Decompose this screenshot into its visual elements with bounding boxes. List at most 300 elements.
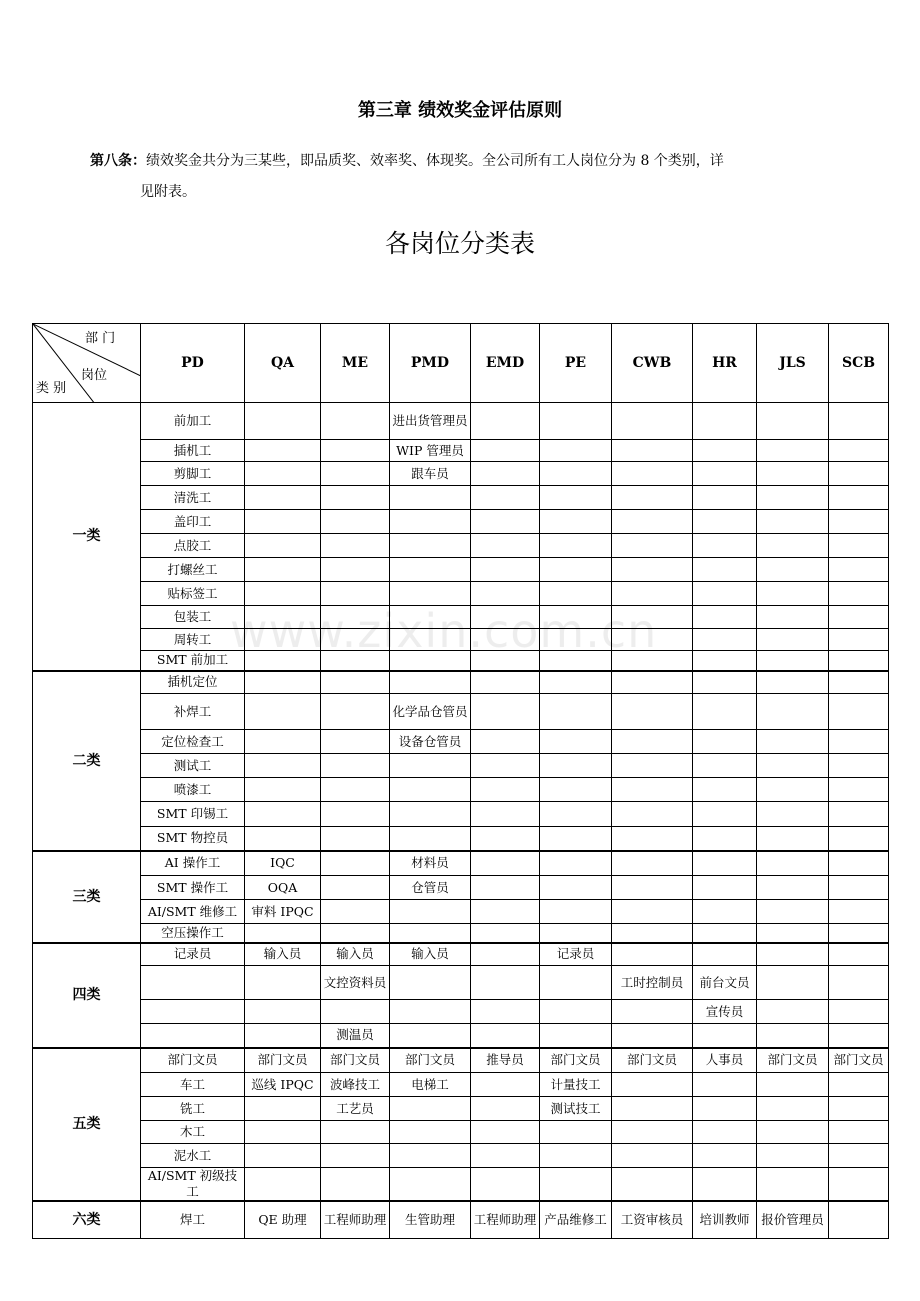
category-cell: 一类	[33, 403, 141, 671]
position-cell: 测温员	[321, 1024, 390, 1048]
position-cell	[693, 876, 757, 900]
position-cell	[693, 534, 757, 558]
position-cell: SMT 物控员	[141, 827, 245, 851]
position-cell: 测试技工	[540, 1097, 612, 1121]
position-cell	[693, 924, 757, 943]
position-cell	[612, 827, 693, 851]
position-cell	[245, 924, 321, 943]
position-cell	[829, 1097, 889, 1121]
position-cell	[321, 440, 390, 462]
position-cell	[390, 486, 471, 510]
position-cell	[141, 966, 245, 1000]
position-cell: AI/SMT 维修工	[141, 900, 245, 924]
position-cell	[321, 510, 390, 534]
table-row	[33, 534, 889, 558]
position-cell: 工艺员	[321, 1097, 390, 1121]
table-row	[33, 1073, 889, 1097]
corner-category-label: 类 别	[36, 381, 67, 396]
position-cell	[829, 651, 889, 671]
position-cell	[390, 966, 471, 1000]
position-cell	[390, 778, 471, 802]
position-cell	[693, 606, 757, 629]
position-cell	[612, 900, 693, 924]
position-cell	[612, 558, 693, 582]
position-cell: 电梯工	[390, 1073, 471, 1097]
position-cell	[693, 1168, 757, 1202]
table-row	[33, 827, 889, 851]
position-cell: 插机工	[141, 440, 245, 462]
position-cell	[693, 629, 757, 651]
position-cell	[245, 1168, 321, 1202]
position-cell	[540, 1144, 612, 1168]
position-cell	[471, 486, 540, 510]
position-cell	[829, 754, 889, 778]
position-cell	[321, 827, 390, 851]
position-cell	[390, 924, 471, 943]
position-cell	[471, 1144, 540, 1168]
table-row	[33, 966, 889, 1000]
position-cell	[829, 802, 889, 827]
position-cell	[245, 671, 321, 694]
position-cell	[540, 778, 612, 802]
table-row	[33, 486, 889, 510]
position-cell	[829, 582, 889, 606]
position-cell	[829, 1144, 889, 1168]
position-cell: 车工	[141, 1073, 245, 1097]
category-cell: 二类	[33, 671, 141, 851]
table-row	[33, 1168, 889, 1202]
position-cell	[612, 582, 693, 606]
position-cell	[540, 730, 612, 754]
position-cell	[390, 651, 471, 671]
position-cell	[612, 462, 693, 486]
position-cell: 跟车员	[390, 462, 471, 486]
position-cell: 工程师助理	[471, 1201, 540, 1238]
position-cell	[471, 924, 540, 943]
dept-header-emd: EMD	[471, 324, 540, 403]
position-cell	[471, 651, 540, 671]
position-cell	[829, 966, 889, 1000]
position-cell: SMT 操作工	[141, 876, 245, 900]
position-cell	[245, 606, 321, 629]
position-cell	[829, 778, 889, 802]
position-cell	[540, 900, 612, 924]
position-cell	[390, 606, 471, 629]
table-row	[33, 629, 889, 651]
position-cell	[612, 694, 693, 730]
dept-header-jls: JLS	[757, 324, 829, 403]
position-cell	[757, 1121, 829, 1144]
position-cell	[321, 582, 390, 606]
position-cell: 部门文员	[141, 1048, 245, 1073]
position-cell: 部门文员	[829, 1048, 889, 1073]
position-cell	[829, 1168, 889, 1202]
position-cell	[693, 730, 757, 754]
position-cell	[612, 486, 693, 510]
position-cell	[321, 534, 390, 558]
position-cell: 工时控制员	[612, 966, 693, 1000]
article-text-line1: 绩效奖金共分为三某些，即品质奖、效率奖、体现奖。全公司所有工人岗位分为 8 个类别，详	[146, 153, 724, 169]
position-cell	[693, 651, 757, 671]
table-row	[33, 1144, 889, 1168]
position-cell	[390, 1168, 471, 1202]
position-cell: 记录员	[141, 943, 245, 966]
position-cell	[757, 558, 829, 582]
table-row	[33, 778, 889, 802]
position-cell	[612, 1024, 693, 1048]
position-cell	[321, 802, 390, 827]
position-cell	[245, 1097, 321, 1121]
position-cell: 部门文员	[390, 1048, 471, 1073]
position-cell	[321, 924, 390, 943]
position-cell	[471, 440, 540, 462]
position-cell	[829, 534, 889, 558]
position-cell	[390, 827, 471, 851]
position-cell	[757, 876, 829, 900]
position-cell	[612, 778, 693, 802]
position-cell	[829, 694, 889, 730]
position-cell: WIP 管理员	[390, 440, 471, 462]
position-cell	[612, 851, 693, 876]
position-cell	[829, 629, 889, 651]
position-cell	[471, 778, 540, 802]
position-cell	[321, 1168, 390, 1202]
position-cell	[540, 651, 612, 671]
corner-header-cell	[33, 324, 141, 403]
position-cell	[471, 1073, 540, 1097]
position-cell	[540, 671, 612, 694]
position-cell	[471, 851, 540, 876]
position-cell	[829, 1073, 889, 1097]
dept-header-pmd: PMD	[390, 324, 471, 403]
position-cell	[321, 629, 390, 651]
position-cell	[390, 1000, 471, 1024]
position-cell	[390, 558, 471, 582]
position-cell: 焊工	[141, 1201, 245, 1238]
position-cell	[390, 1024, 471, 1048]
position-cell	[693, 900, 757, 924]
position-cell	[540, 510, 612, 534]
position-cell	[245, 582, 321, 606]
table-row	[33, 558, 889, 582]
position-cell	[321, 558, 390, 582]
position-cell: 补焊工	[141, 694, 245, 730]
table-row	[33, 1024, 889, 1048]
position-cell	[693, 694, 757, 730]
position-cell	[321, 1144, 390, 1168]
table-row	[33, 1048, 889, 1073]
position-cell: 波峰技工	[321, 1073, 390, 1097]
position-cell: 空压操作工	[141, 924, 245, 943]
dept-header-me: ME	[321, 324, 390, 403]
position-cell	[829, 606, 889, 629]
position-cell	[540, 1000, 612, 1024]
table-row	[33, 462, 889, 486]
position-cell	[390, 534, 471, 558]
position-cell: 输入员	[390, 943, 471, 966]
position-cell: 工资审核员	[612, 1201, 693, 1238]
position-cell	[321, 462, 390, 486]
table-row	[33, 582, 889, 606]
corner-post-label: 岗位	[81, 368, 108, 383]
position-cell	[829, 827, 889, 851]
position-cell	[245, 534, 321, 558]
position-cell	[693, 462, 757, 486]
position-cell	[540, 1024, 612, 1048]
position-cell: 文控资料员	[321, 966, 390, 1000]
position-cell	[245, 1000, 321, 1024]
position-cell	[321, 876, 390, 900]
position-cell	[245, 651, 321, 671]
position-cell	[540, 754, 612, 778]
position-cell	[757, 1144, 829, 1168]
position-cell	[390, 629, 471, 651]
position-cell	[757, 486, 829, 510]
position-cell: 化学品仓管员	[390, 694, 471, 730]
position-cell: 前台文员	[693, 966, 757, 1000]
position-cell	[471, 534, 540, 558]
position-cell	[829, 876, 889, 900]
dept-header-hr: HR	[693, 324, 757, 403]
position-cell	[390, 1097, 471, 1121]
position-cell	[321, 694, 390, 730]
position-cell	[471, 966, 540, 1000]
position-cell	[757, 754, 829, 778]
position-cell	[321, 486, 390, 510]
position-cell: 部门文员	[321, 1048, 390, 1073]
position-cell	[540, 534, 612, 558]
position-cell	[245, 730, 321, 754]
position-cell	[390, 900, 471, 924]
position-cell	[540, 966, 612, 1000]
position-cell	[693, 558, 757, 582]
position-cell	[757, 924, 829, 943]
position-cell	[471, 876, 540, 900]
dept-header-pd: PD	[141, 324, 245, 403]
position-cell: 宣传员	[693, 1000, 757, 1024]
watermark: www.zixin.com.cn	[230, 604, 658, 658]
position-cell	[757, 534, 829, 558]
position-cell	[471, 754, 540, 778]
position-cell	[829, 924, 889, 943]
position-cell	[471, 802, 540, 827]
position-cell	[245, 629, 321, 651]
position-cell	[540, 582, 612, 606]
category-cell: 五类	[33, 1048, 141, 1202]
position-classification-table	[32, 323, 889, 1239]
table-row	[33, 851, 889, 876]
article-paragraph	[90, 146, 840, 208]
position-cell: 部门文员	[245, 1048, 321, 1073]
position-cell	[390, 802, 471, 827]
table-row	[33, 1121, 889, 1144]
position-cell: 记录员	[540, 943, 612, 966]
position-cell: 审料 IPQC	[245, 900, 321, 924]
position-cell: 产品维修工	[540, 1201, 612, 1238]
position-cell	[612, 403, 693, 440]
position-cell	[829, 1121, 889, 1144]
table-row	[33, 403, 889, 440]
position-cell	[693, 440, 757, 462]
position-cell	[321, 606, 390, 629]
position-cell	[757, 827, 829, 851]
position-cell	[540, 440, 612, 462]
position-cell	[321, 651, 390, 671]
position-cell	[693, 671, 757, 694]
position-cell: 部门文员	[540, 1048, 612, 1073]
dept-header-scb: SCB	[829, 324, 889, 403]
position-cell: 材料员	[390, 851, 471, 876]
position-cell	[390, 1121, 471, 1144]
position-cell	[829, 851, 889, 876]
position-cell	[321, 730, 390, 754]
position-cell	[540, 827, 612, 851]
position-cell	[471, 1097, 540, 1121]
position-cell: 工程师助理	[321, 1201, 390, 1238]
position-cell	[612, 1073, 693, 1097]
position-cell: 周转工	[141, 629, 245, 651]
position-cell: 计量技工	[540, 1073, 612, 1097]
position-cell	[693, 943, 757, 966]
position-cell: AI/SMT 初级技工	[141, 1168, 245, 1202]
position-cell: 清洗工	[141, 486, 245, 510]
position-cell	[540, 462, 612, 486]
table-row	[33, 802, 889, 827]
position-cell	[471, 730, 540, 754]
position-cell: 测试工	[141, 754, 245, 778]
position-cell: 定位检查工	[141, 730, 245, 754]
position-cell	[612, 802, 693, 827]
position-cell	[141, 1000, 245, 1024]
position-cell	[471, 1000, 540, 1024]
position-cell	[390, 671, 471, 694]
position-cell	[757, 629, 829, 651]
position-cell	[757, 778, 829, 802]
position-cell	[757, 440, 829, 462]
position-cell	[829, 462, 889, 486]
table-row	[33, 694, 889, 730]
position-cell: 输入员	[321, 943, 390, 966]
position-cell	[612, 730, 693, 754]
position-cell	[245, 403, 321, 440]
position-cell: 进出货管理员	[390, 403, 471, 440]
position-cell	[321, 1121, 390, 1144]
position-cell	[693, 802, 757, 827]
position-cell	[693, 851, 757, 876]
position-cell	[757, 694, 829, 730]
position-cell	[540, 1121, 612, 1144]
position-cell	[757, 1073, 829, 1097]
position-cell	[612, 671, 693, 694]
position-cell	[540, 876, 612, 900]
position-cell	[245, 802, 321, 827]
position-cell	[829, 440, 889, 462]
position-cell: 部门文员	[757, 1048, 829, 1073]
table-row	[33, 924, 889, 943]
position-cell	[829, 671, 889, 694]
position-cell: 设备仓管员	[390, 730, 471, 754]
position-cell: SMT 前加工	[141, 651, 245, 671]
position-cell	[471, 558, 540, 582]
position-cell: 剪脚工	[141, 462, 245, 486]
position-cell	[757, 900, 829, 924]
position-cell: 前加工	[141, 403, 245, 440]
position-cell	[829, 1024, 889, 1048]
table-row	[33, 876, 889, 900]
position-cell	[471, 582, 540, 606]
position-cell: 人事员	[693, 1048, 757, 1073]
position-cell	[245, 827, 321, 851]
position-cell	[540, 802, 612, 827]
position-cell: 包装工	[141, 606, 245, 629]
position-cell: 输入员	[245, 943, 321, 966]
position-cell	[471, 510, 540, 534]
position-cell	[757, 462, 829, 486]
position-cell: 木工	[141, 1121, 245, 1144]
position-cell	[245, 1144, 321, 1168]
position-cell	[245, 510, 321, 534]
position-cell	[612, 1121, 693, 1144]
position-cell	[471, 629, 540, 651]
position-cell	[757, 606, 829, 629]
position-cell	[693, 1024, 757, 1048]
position-cell	[757, 1024, 829, 1048]
table-row	[33, 1201, 889, 1238]
position-cell	[693, 1121, 757, 1144]
position-cell	[693, 778, 757, 802]
position-cell	[757, 582, 829, 606]
position-cell	[321, 778, 390, 802]
position-cell	[612, 924, 693, 943]
position-cell	[245, 754, 321, 778]
position-cell	[321, 754, 390, 778]
position-cell	[693, 754, 757, 778]
table-row	[33, 1000, 889, 1024]
position-cell	[693, 1144, 757, 1168]
position-cell	[321, 1000, 390, 1024]
table-row	[33, 510, 889, 534]
position-cell	[390, 510, 471, 534]
position-cell	[693, 486, 757, 510]
position-cell: 插机定位	[141, 671, 245, 694]
position-cell	[757, 1097, 829, 1121]
table-header-row	[33, 324, 889, 403]
position-cell	[612, 1144, 693, 1168]
position-cell	[612, 1168, 693, 1202]
table-row	[33, 754, 889, 778]
position-cell	[693, 403, 757, 440]
position-cell	[245, 486, 321, 510]
position-cell: OQA	[245, 876, 321, 900]
table-row	[33, 606, 889, 629]
position-cell	[612, 876, 693, 900]
category-cell: 四类	[33, 943, 141, 1048]
position-cell	[471, 403, 540, 440]
position-cell	[471, 1024, 540, 1048]
position-cell: 泥水工	[141, 1144, 245, 1168]
position-cell: 生管助理	[390, 1201, 471, 1238]
position-cell	[612, 534, 693, 558]
position-cell	[471, 694, 540, 730]
position-cell: QE 助理	[245, 1201, 321, 1238]
corner-dept-label: 部 门	[85, 331, 116, 346]
position-cell	[829, 943, 889, 966]
position-cell: 巡线 IPQC	[245, 1073, 321, 1097]
table-row	[33, 900, 889, 924]
position-cell	[471, 671, 540, 694]
table-row	[33, 651, 889, 671]
position-cell	[757, 943, 829, 966]
